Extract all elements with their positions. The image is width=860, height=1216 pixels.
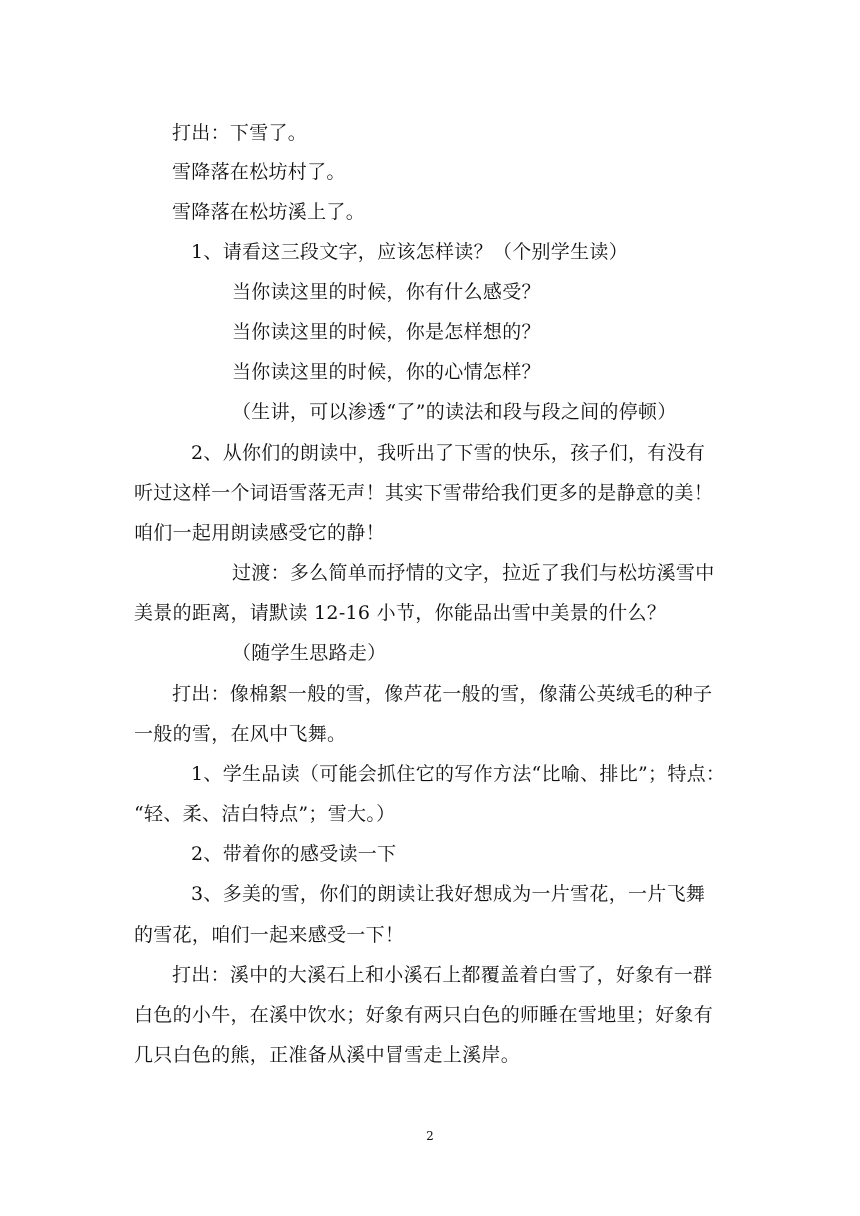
text-line: 当你读这里的时候，你有什么感受？ (232, 281, 541, 303)
text-line: 过渡：多么简单而抒情的文字，拉近了我们与松坊溪雪中 (232, 562, 715, 584)
text-line: 打出：下雪了。 (172, 122, 308, 144)
text-line: 打出：像棉絮一般的雪，像芦花一般的雪，像蒲公英绒毛的种子 (172, 683, 713, 705)
page-number: 2 (426, 1129, 434, 1143)
text-line: 美景的距离，请默读 12-16 小节，你能品出雪中美景的什么？ (134, 602, 667, 624)
text-line: 雪降落在松坊村了。 (172, 161, 346, 183)
text-line: 2、从你们的朗读中，我听出了下雪的快乐，孩子们，有没有 (191, 442, 706, 464)
text-line: 1、学生品读（可能会抓住它的写作方法“比喻、排比”；特点： (191, 763, 726, 785)
text-line: 2、带着你的感受读一下 (191, 843, 397, 865)
text-line: 咱们一起用朗读感受它的静！ (134, 522, 385, 544)
text-line: 雪降落在松坊溪上了。 (172, 201, 366, 223)
text-line: 白色的小牛，在溪中饮水；好象有两只白色的师睡在雪地里；好象有 (134, 1004, 714, 1026)
text-line: 几只白色的熊，正准备从溪中冒雪走上溪岸。 (134, 1044, 521, 1066)
text-line: 当你读这里的时候，你的心情怎样？ (232, 361, 541, 383)
text-line: （随学生思路走） (232, 642, 387, 664)
text-line: （生讲，可以渗透“了”的读法和段与段之间的停顿） (232, 401, 677, 423)
text-line: 听过这样一个词语雪落无声！其实下雪带给我们更多的是静意的美！ (134, 482, 714, 504)
text-line: 打出：溪中的大溪石上和小溪石上都覆盖着白雪了，好象有一群 (172, 964, 713, 986)
text-line: 3、多美的雪，你们的朗读让我好想成为一片雪花，一片飞舞 (191, 883, 706, 905)
text-line: 1、请看这三段文字，应该怎样读？（个别学生读） (191, 241, 628, 263)
text-line: 一般的雪，在风中飞舞。 (134, 723, 347, 745)
text-line: 的雪花，咱们一起来感受一下！ (134, 924, 405, 946)
text-line: “轻、柔、洁白特点”；雪大。） (134, 803, 396, 825)
text-line: 当你读这里的时候，你是怎样想的？ (232, 321, 541, 343)
